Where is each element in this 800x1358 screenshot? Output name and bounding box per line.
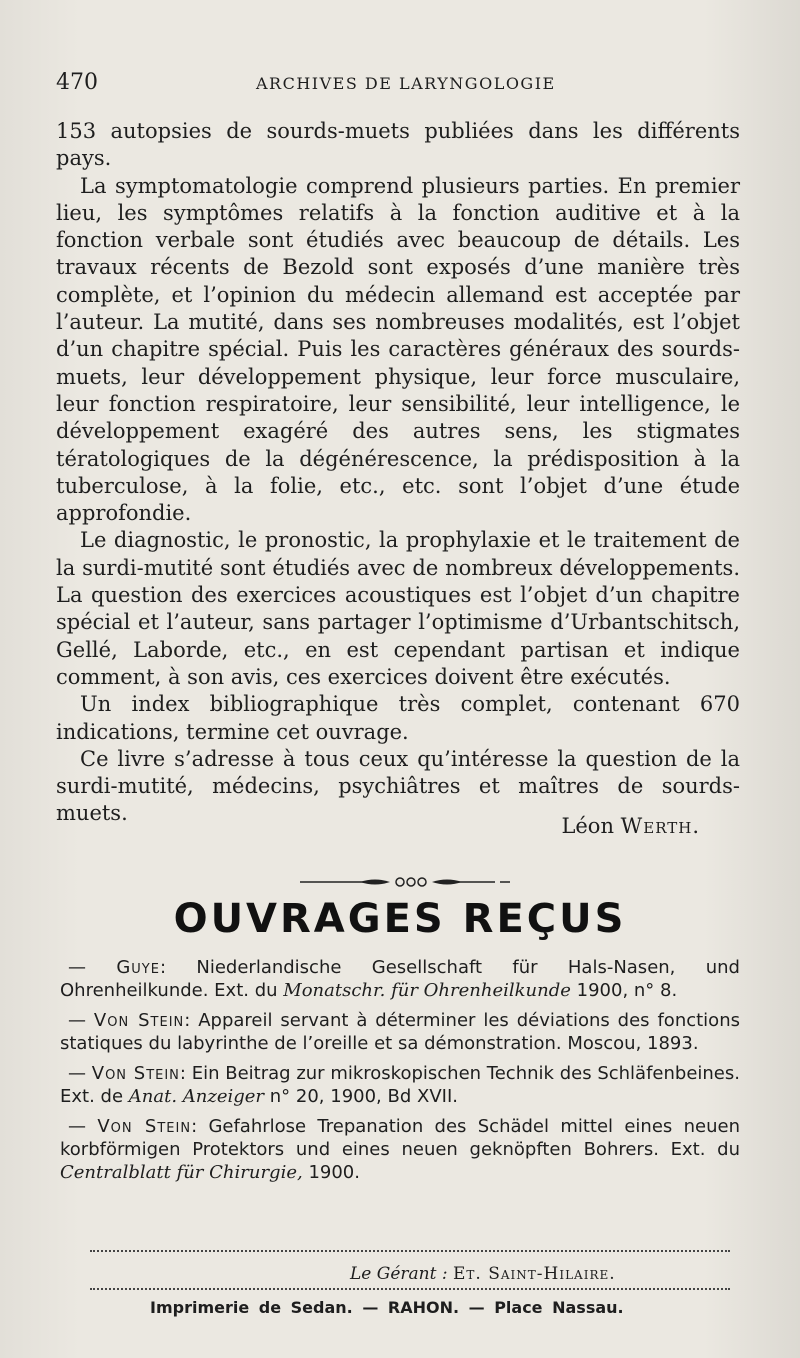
signature-last-name: Werth. xyxy=(620,814,700,838)
entry-dash: — xyxy=(68,1010,86,1031)
entry-text: : Niederlandische Gesellschaft für Hals-Nasen, und Ohrenheilkunde. Ext. du xyxy=(60,957,740,1001)
review-signature xyxy=(561,814,700,838)
gerant-line xyxy=(350,1264,616,1284)
running-head xyxy=(56,70,736,100)
page-number: 470 xyxy=(56,70,98,95)
entry-dash: — xyxy=(68,957,86,978)
signature-first-name: Léon xyxy=(561,814,614,838)
footer-rule-top xyxy=(90,1250,730,1252)
running-title: ARCHIVES DE LARYNGOLOGIE xyxy=(256,74,556,93)
entry-text: : Appareil servant à déterminer les déviations des fonctions statiques du labyrinthe de l’oreille et sa démonstration. Moscou, 1893. xyxy=(60,1010,740,1054)
review-paragraph: 153 autopsies de sourds-muets publiées dans les différents pays. xyxy=(56,119,740,171)
entry-text: : Ein Beitrag zur mikroskopischen Technik des Schläfenbeines. Ext. de xyxy=(60,1063,740,1107)
entry-text: : Gefahrlose Trepanation des Schädel mittel eines neuen korbförmigen Protektors und eines neuen geknöpften Bohrers. Ext. du xyxy=(60,1116,740,1160)
review-paragraph: Le diagnostic, le pronostic, la prophylaxie et le traitement de la surdi-mutité sont étudiés avec de nombreux développements. La question des exercices acoustiques est l’objet d’un chapitre spécial et l’auteur, sans partager l’optimisme d’Urbantschitsch, Gellé, Laborde, etc., en est cependant partisan et indique comment, à son avis, ces exercices doivent être exécutés. xyxy=(56,528,740,689)
review-text xyxy=(56,118,740,828)
entry-tail: 1900, n° 8. xyxy=(576,980,678,1001)
entry-tail: n° 20, 1900, Bd XVII. xyxy=(269,1086,458,1107)
entry-author: Von Stein xyxy=(91,1063,180,1084)
gerant-name: Et. Saint-Hilaire. xyxy=(452,1264,616,1284)
footer-rule-bottom xyxy=(90,1288,730,1290)
section-title: OUVRAGES REÇUS xyxy=(173,896,627,942)
printer-imprint: Imprimerie de Sedan. — RAHON. — Place Nassau. xyxy=(150,1298,624,1317)
list-item xyxy=(60,956,740,1002)
entry-dash: — xyxy=(68,1116,86,1137)
ornament-divider xyxy=(300,875,510,889)
gerant-label: Le Gérant : xyxy=(350,1264,448,1284)
list-item xyxy=(60,1009,740,1055)
entry-dash: — xyxy=(68,1063,86,1084)
entry-tail: 1900. xyxy=(308,1162,360,1183)
review-paragraph: Un index bibliographique très complet, contenant 670 indications, termine cet ouvrage. xyxy=(56,692,740,744)
review-paragraph: Ce livre s’adresse à tous ceux qu’intéresse la question de la surdi-mutité, médecins, psychiâtres et maîtres de sourds-muets. xyxy=(56,746,740,826)
entry-author: Guye xyxy=(116,957,160,978)
review-paragraph: La symptomatologie comprend plusieurs parties. En premier lieu, les symptômes relatifs à la fonction auditive et à la fonction verbale sont étudiés avec beaucoup de détails. Les travaux récents de Bezold sont exposés d’une manière très complète, et l’opinion du médecin allemand est acceptée par l’auteur. La mutité, dans ses nombreuses modalités, est l’objet d’un chapitre spécial. Puis les caractères généraux des sourds-muets, leur développement physique, leur force musculaire, leur fonction respiratoire, leur sensibilité, leur intelligence, le développement exagéré des autres sens, les stigmates tératologiques de la dégénérescence, la prédisposition à la tuberculose, à la folie, etc., etc. sont l’objet d’une étude approfondie. xyxy=(56,173,740,526)
entry-author: Von Stein xyxy=(93,1010,185,1031)
list-item xyxy=(60,1062,740,1108)
received-works-list xyxy=(60,956,740,1191)
list-item xyxy=(60,1115,740,1184)
entry-journal: Centralblatt für Chirurgie, xyxy=(60,1162,303,1183)
entry-journal: Anat. Anzeiger xyxy=(128,1086,265,1107)
entry-author: Von Stein xyxy=(97,1116,192,1137)
entry-journal: Monatschr. für Ohrenheilkunde xyxy=(283,980,571,1001)
